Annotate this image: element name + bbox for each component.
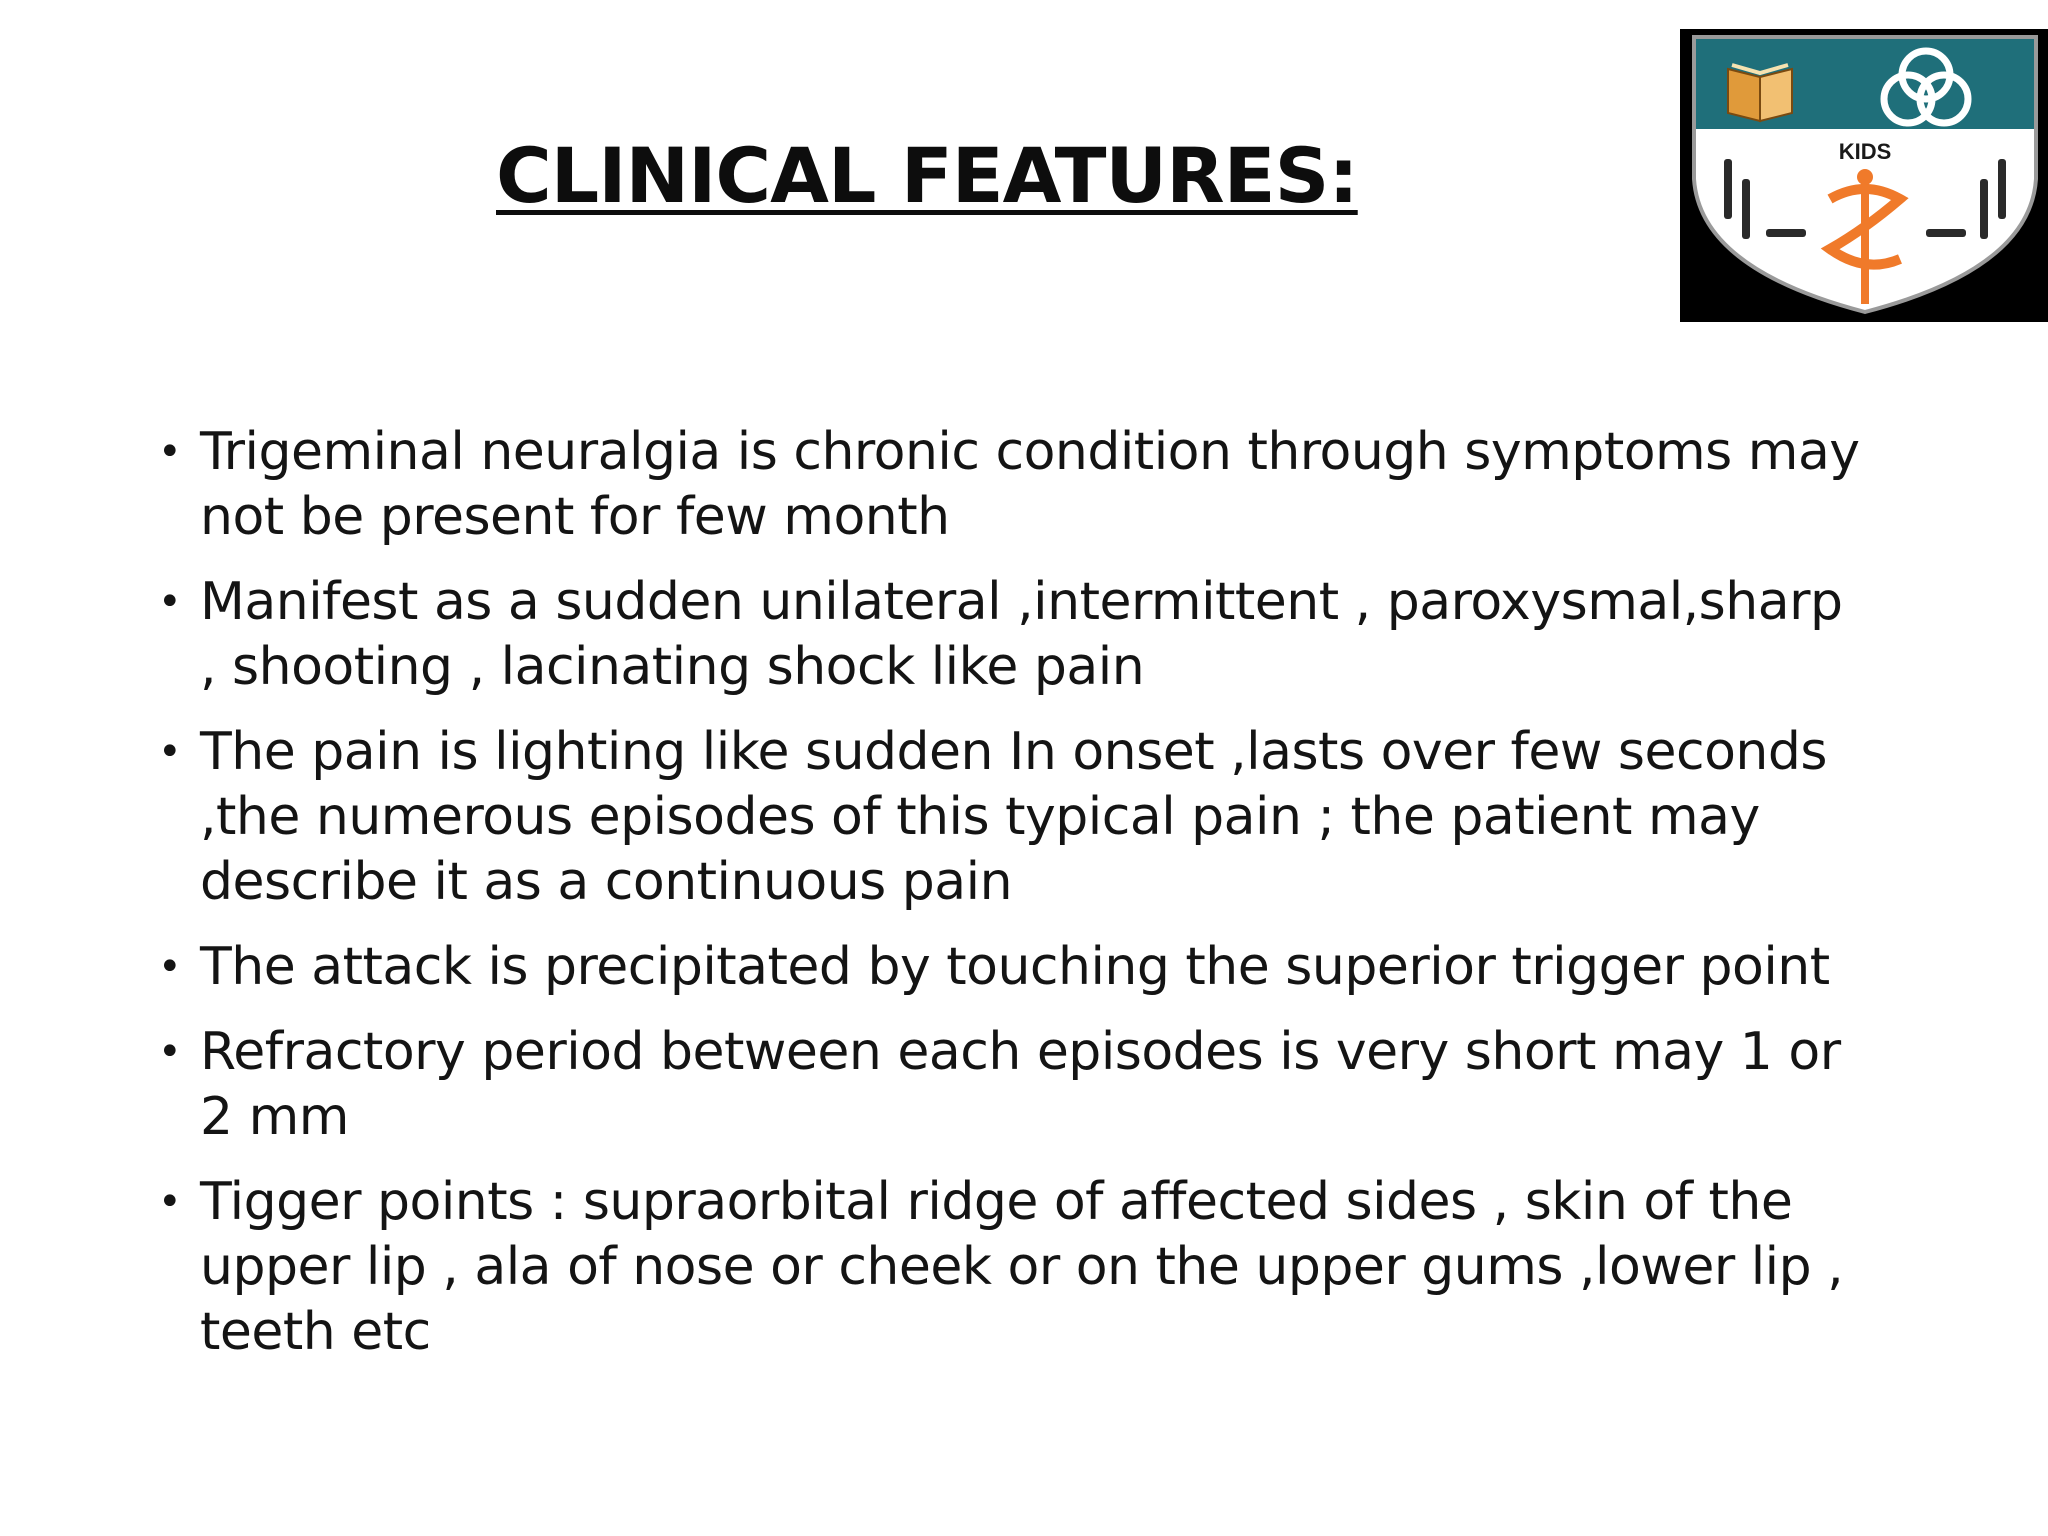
slide-title: CLINICAL FEATURES: xyxy=(496,131,1358,220)
bullet-dot-icon: • xyxy=(158,1179,182,1225)
bullet-text: The pain is lighting like sudden In onset ,lasts over few seconds ,the numerous episodes of this typical pain ; the patient may describe it as a continuous pain xyxy=(200,722,1827,912)
bullet-text: Tigger points : supraorbital ridge of affected sides , skin of the upper lip , ala of nose or cheek or on the upper gums ,lower lip , teeth etc xyxy=(200,1172,1844,1362)
bullet-text: The attack is precipitated by touching the superior trigger point xyxy=(200,937,1830,997)
bullet-item xyxy=(150,720,1870,915)
bullet-dot-icon: • xyxy=(158,429,182,475)
bullet-dot-icon: • xyxy=(158,944,182,990)
institution-logo xyxy=(1680,29,2048,322)
bullet-item xyxy=(150,570,1870,700)
bullet-item xyxy=(150,935,1870,1000)
bullet-item xyxy=(150,420,1870,550)
bullet-dot-icon: • xyxy=(158,729,182,775)
bullet-item xyxy=(150,1170,1870,1365)
bullet-list xyxy=(150,420,1870,1385)
logo-emblem xyxy=(1680,29,2048,322)
bullet-text: Manifest as a sudden unilateral ,intermittent , paroxysmal,sharp , shooting , lacinating shock like pain xyxy=(200,572,1843,697)
book-icon xyxy=(1728,65,1792,121)
bullet-dot-icon: • xyxy=(158,579,182,625)
bullet-dot-icon: • xyxy=(158,1029,182,1075)
bullet-item xyxy=(150,1020,1870,1150)
bullet-text: Trigeminal neuralgia is chronic condition through symptoms may not be present for few month xyxy=(200,422,1860,547)
bullet-text: Refractory period between each episodes is very short may 1 or 2 mm xyxy=(200,1022,1841,1147)
logo-text: KIDS xyxy=(1838,139,1892,164)
